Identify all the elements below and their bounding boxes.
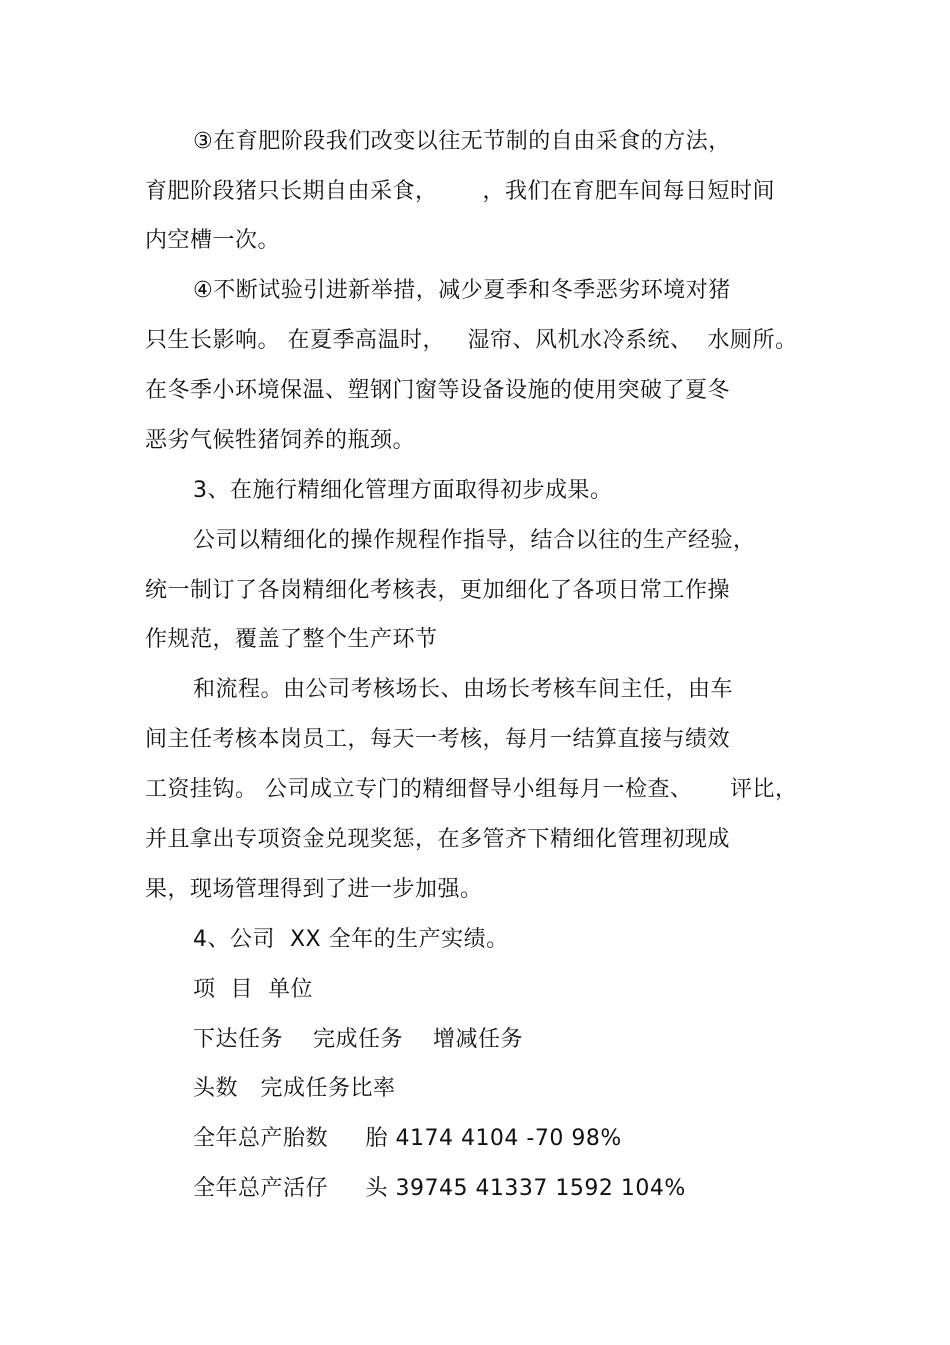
paragraph-line: 和流程。由公司考核场长、由场长考核车间主任，由车 bbox=[193, 677, 734, 702]
table-header-line: 下达任务 完成任务 增减任务 bbox=[193, 1027, 523, 1052]
table-row: 全年总产胎数 胎 4174 4104 -70 98% bbox=[193, 1126, 622, 1151]
paragraph-line: 间主任考核本岗员工，每天一考核，每月一结算直接与绩效 bbox=[145, 727, 731, 752]
paragraph-line: 只生长影响。 在夏季高温时， 湿帘、风机水冷系统、 水厕所。 bbox=[145, 328, 798, 353]
paragraph-line: 公司以精细化的操作规程作指导，结合以往的生产经验， bbox=[193, 528, 756, 553]
paragraph-line: 恶劣气候牲猪饲养的瓶颈。 bbox=[145, 428, 416, 453]
paragraph-line: 工资挂钩。 公司成立专门的精细督导小组每月一检查、 评比， bbox=[145, 777, 798, 802]
paragraph-line: ④不断试验引进新举措，减少夏季和冬季恶劣环境对猪 bbox=[193, 278, 731, 303]
paragraph-line: 在冬季小环境保温、塑钢门窗等设备设施的使用突破了夏冬 bbox=[145, 378, 731, 403]
paragraph-line: ③在育肥阶段我们改变以往无节制的自由采食的方法， bbox=[193, 129, 731, 154]
section-heading: 4、公司 XX 全年的生产实绩。 bbox=[193, 927, 509, 952]
table-row: 全年总产活仔 头 39745 41337 1592 104% bbox=[193, 1176, 686, 1201]
paragraph-line: 育肥阶段猪只长期自由采食， ，我们在育肥车间每日短时间 bbox=[145, 179, 775, 204]
paragraph-line: 并且拿出专项资金兑现奖惩，在多管齐下精细化管理初现成 bbox=[145, 827, 731, 852]
paragraph-line: 果，现场管理得到了进一步加强。 bbox=[145, 877, 483, 902]
paragraph-line: 作规范，覆盖了整个生产环节 bbox=[145, 627, 438, 652]
section-heading: 3、在施行精细化管理方面取得初步成果。 bbox=[193, 478, 613, 503]
table-header-line: 头数 完成任务比率 bbox=[193, 1076, 396, 1101]
paragraph-line: 统一制订了各岗精细化考核表，更加细化了各项日常工作操 bbox=[145, 578, 731, 603]
paragraph-line: 内空槽一次。 bbox=[145, 228, 281, 253]
table-header-line: 项 目 单位 bbox=[193, 977, 313, 1002]
